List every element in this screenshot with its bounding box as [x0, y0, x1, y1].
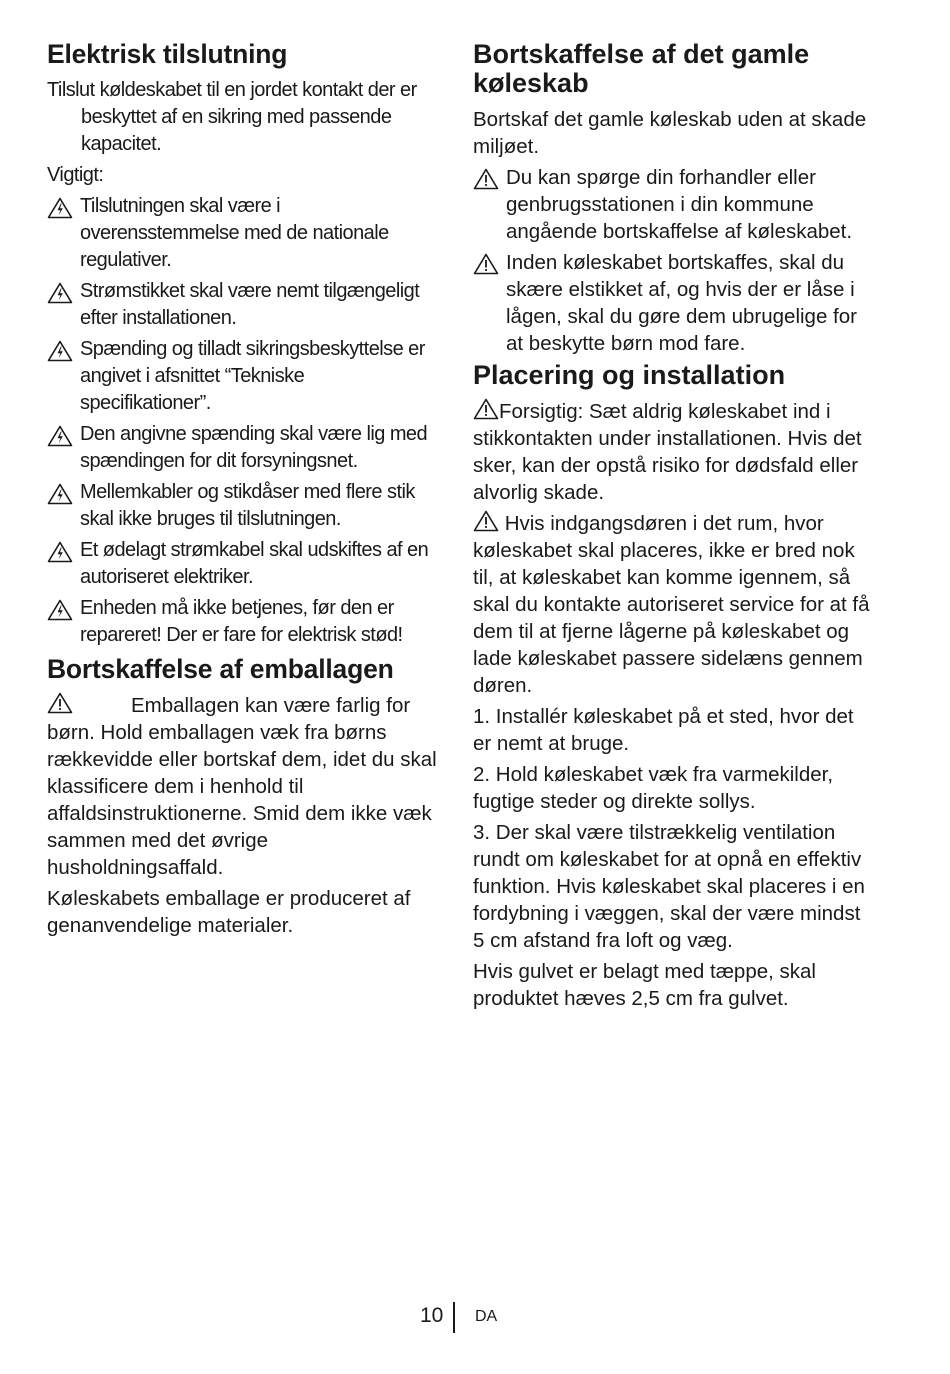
warning-text: Den angivne spænding skal være lig med spændingen for dit forsyningsnet. — [80, 423, 428, 472]
left-column — [47, 40, 439, 943]
electric-warning-icon — [47, 599, 73, 621]
warning-text: Inden køleskabet bortskaffes, skal du skære elstikket af, og hvis der er låse i lågen, skal du gøre dem ubrugelige for at beskytte børn mod fare. — [506, 251, 857, 355]
electrical-warning — [47, 537, 439, 591]
electrical-intro: Tilslut køldeskabet til en jordet kontakt der er beskyttet af en sikring med passende kapacitet. — [47, 79, 417, 155]
placement-door-warning — [473, 510, 873, 699]
section-electrical — [47, 40, 439, 649]
electrical-warning — [47, 421, 439, 475]
electrical-warning — [47, 193, 439, 274]
warning-text: Et ødelagt strømkabel skal udskiftes af en autoriseret elektriker. — [80, 539, 429, 588]
warning-icon — [47, 692, 73, 714]
section-packaging — [47, 655, 439, 939]
placement-step: 1. Installér køleskabet på et sted, hvor det er nemt at bruge. — [473, 705, 854, 755]
warning-icon — [473, 510, 499, 532]
placement-carpet: Hvis gulvet er belagt med tæppe, skal produktet hæves 2,5 cm fra gulvet. — [473, 960, 816, 1010]
heading-disposal: Bortskaffelse af det gamle køleskab — [473, 39, 810, 98]
warning-icon — [473, 168, 499, 190]
electric-warning-icon — [47, 425, 73, 447]
footer-divider — [453, 1302, 455, 1333]
electric-warning-icon — [47, 340, 73, 362]
heading-packaging: Bortskaffelse af emballagen — [47, 654, 394, 684]
electrical-warning — [47, 479, 439, 533]
warning-icon — [473, 398, 499, 420]
warning-text: Spænding og tilladt sikringsbeskyttelse er angivet i afsnittet “Tekniske specifikationer”. — [80, 338, 425, 414]
section-disposal — [473, 40, 873, 357]
electrical-warning — [47, 336, 439, 417]
warning-icon — [473, 253, 499, 275]
important-label: Vigtigt: — [47, 164, 104, 186]
disposal-warning — [473, 164, 873, 245]
electrical-warning — [47, 595, 439, 649]
electric-warning-icon — [47, 197, 73, 219]
placement-step: 3. Der skal være tilstrækkelig ventilation rundt om køleskabet for at opnå en effektiv funktion. Hvis køleskabet skal placeres i en fordybning i væggen, skal der være mindst 5 cm afstand fra loft og væg. — [473, 821, 865, 952]
page-number: 10 — [420, 1304, 444, 1327]
warning-text: Strømstikket skal være nemt tilgængeligt efter installationen. — [80, 280, 420, 329]
placement-step: 2. Hold køleskabet væk fra varmekilder, fugtige steder og direkte sollys. — [473, 763, 834, 813]
packaging-warning-rest: for børn. Hold emballagen væk fra børns rækkevidde eller bortskaf dem, idet du skal klassificere dem i henhold til affaldsinstruktionerne. Smid dem ikke væk sammen med det øvrige husholdningsaffald. — [47, 694, 437, 879]
section-placement — [473, 361, 873, 1012]
caution-text: Forsigtig: Sæt aldrig køleskabet ind i stikkontakten under installationen. Hvis det sker, kan der opstå risiko for dødsfald eller alvorlig skade. — [473, 400, 862, 504]
heading-placement: Placering og installation — [473, 360, 786, 390]
electric-warning-icon — [47, 541, 73, 563]
electrical-warning — [47, 278, 439, 332]
warning-text: Du kan spørge din forhandler eller genbrugsstationen i din kommune angående bortskaffelse af køleskabet. — [506, 166, 853, 243]
disposal-warning — [473, 249, 873, 357]
warning-text: Enheden må ikke betjenes, før den er repareret! Der er fare for elektrisk stød! — [80, 597, 403, 646]
language-code: DA — [475, 1308, 498, 1325]
warning-text: Tilslutningen skal være i overensstemmelse med de nationale regulativer. — [80, 195, 389, 271]
right-column — [473, 40, 873, 1016]
electric-warning-icon — [47, 483, 73, 505]
page-footer — [0, 1300, 950, 1336]
placement-caution — [473, 398, 873, 506]
electric-warning-icon — [47, 282, 73, 304]
packaging-warning — [47, 692, 439, 881]
packaging-warning-lead: Emballagen kan være farlig — [131, 694, 381, 717]
heading-electrical: Elektrisk tilslutning — [47, 39, 288, 69]
packaging-note: Køleskabets emballage er produceret af genanvendelige materialer. — [47, 887, 411, 937]
disposal-intro: Bortskaf det gamle køleskab uden at skade miljøet. — [473, 108, 867, 158]
warning-text: Mellemkabler og stikdåser med flere stik skal ikke bruges til tilslutningen. — [80, 481, 415, 530]
door-warning-text: Hvis indgangsdøren i det rum, hvor køleskabet skal placeres, ikke er bred nok til, at køleskabet kan komme igennem, så skal du kontakte autoriseret service for at få dem til at fjerne lågerne på køleskabet og lade køleskabet passere sidelæns gennem døren. — [473, 512, 870, 697]
